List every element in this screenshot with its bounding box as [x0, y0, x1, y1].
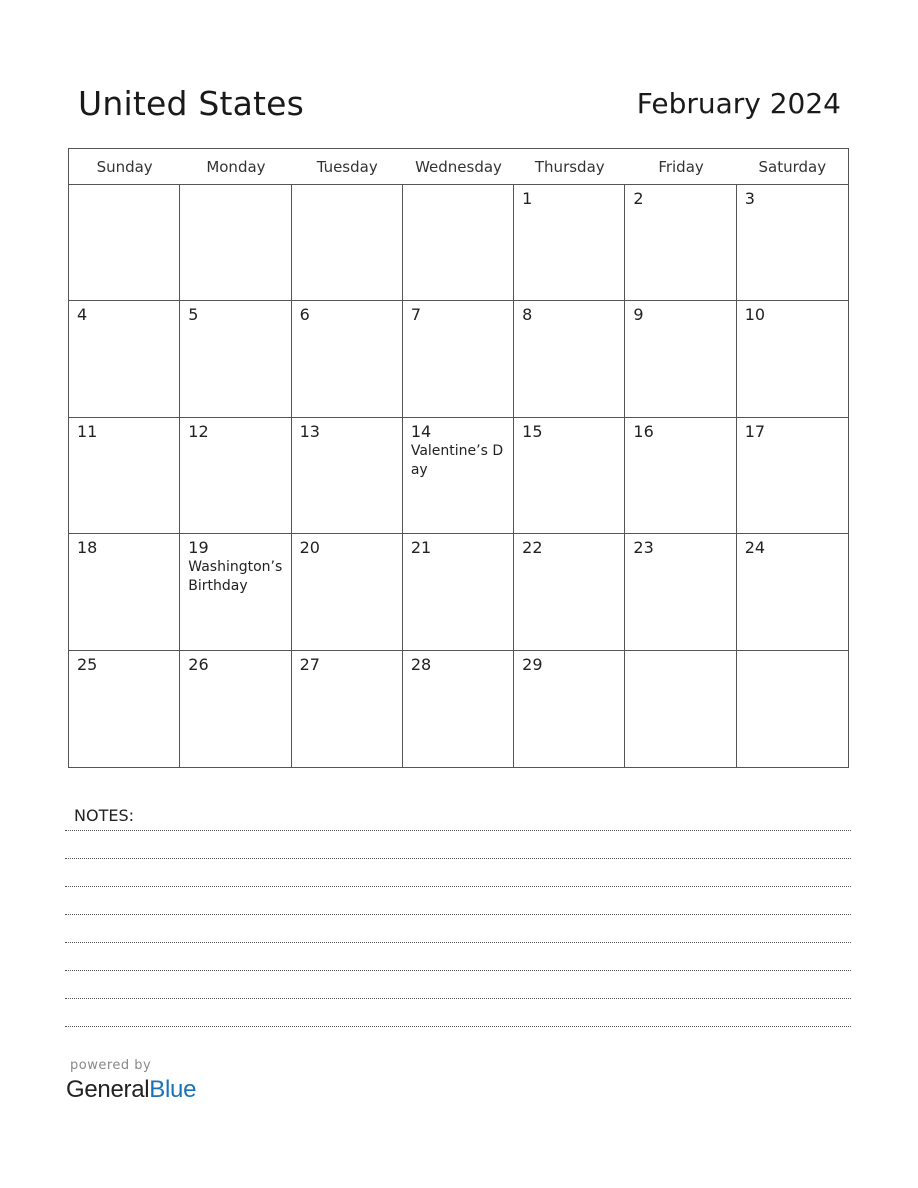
day-cell — [292, 185, 403, 301]
logo-blue-text: Blue — [149, 1076, 197, 1103]
day-number: 24 — [744, 538, 766, 558]
powered-by-text: powered by — [70, 1058, 152, 1073]
day-number: 29 — [522, 654, 543, 674]
day-number: 18 — [77, 538, 98, 558]
day-cell — [625, 185, 736, 301]
day-number: 13 — [299, 421, 320, 441]
weekday-wednesday: Wednesday — [415, 158, 502, 176]
day-cell — [737, 418, 848, 534]
day-cell — [180, 651, 291, 767]
note-line — [65, 914, 851, 915]
note-line — [65, 830, 851, 831]
day-grid — [69, 185, 848, 767]
day-number: 7 — [410, 305, 422, 325]
day-number: 15 — [522, 421, 543, 441]
day-number: 8 — [522, 305, 533, 325]
day-cell — [180, 185, 291, 301]
day-cell — [180, 418, 291, 534]
country-title: United States — [78, 84, 305, 123]
day-number: 14 — [410, 421, 432, 441]
day-cell — [292, 534, 403, 650]
day-cell — [69, 301, 180, 417]
day-number: 20 — [299, 538, 320, 558]
day-cell — [514, 301, 625, 417]
day-cell — [69, 534, 180, 650]
day-cell — [737, 301, 848, 417]
generalblue-logo[interactable] — [66, 1075, 196, 1105]
day-cell — [292, 301, 403, 417]
weekday-saturday: Saturday — [758, 158, 827, 176]
day-number: 2 — [633, 189, 644, 208]
calendar-grid — [68, 148, 849, 768]
day-number: 10 — [744, 305, 766, 325]
day-cell — [625, 418, 736, 534]
day-cell — [625, 301, 736, 417]
day-number: 11 — [77, 421, 98, 441]
day-number: 17 — [744, 421, 766, 441]
day-cell — [625, 651, 736, 767]
day-cell — [403, 651, 514, 767]
day-number: 21 — [410, 538, 432, 558]
day-cell — [69, 651, 180, 767]
day-number: 19 — [188, 538, 209, 558]
holiday-label: Washington’s Birthday — [188, 559, 283, 595]
holiday-label: Valentine’s Day — [410, 442, 504, 478]
day-cell — [403, 185, 514, 301]
day-cell — [403, 418, 514, 534]
weekday-tuesday: Tuesday — [316, 158, 378, 176]
day-number: 28 — [410, 654, 432, 674]
day-number: 1 — [522, 189, 533, 208]
day-number: 12 — [188, 421, 209, 441]
day-number: 3 — [744, 189, 755, 208]
day-cell — [514, 185, 625, 301]
month-title: February 2024 — [636, 87, 841, 120]
day-cell — [403, 534, 514, 650]
note-line — [65, 998, 851, 999]
day-cell — [514, 651, 625, 767]
day-cell — [69, 185, 180, 301]
day-cell — [403, 301, 514, 417]
day-number: 5 — [188, 305, 199, 325]
day-number: 27 — [299, 654, 320, 674]
day-cell — [737, 534, 848, 650]
note-line — [65, 886, 851, 887]
weekday-sunday: Sunday — [96, 158, 153, 176]
day-cell — [514, 418, 625, 534]
day-number: 4 — [77, 305, 88, 325]
note-line — [65, 858, 851, 859]
weekday-thursday: Thursday — [534, 158, 605, 176]
day-number: 22 — [522, 538, 543, 558]
note-line — [65, 1026, 851, 1027]
day-cell — [180, 534, 291, 650]
day-cell — [514, 534, 625, 650]
day-number: 16 — [633, 421, 654, 441]
day-cell — [292, 651, 403, 767]
day-cell — [69, 418, 180, 534]
note-line — [65, 942, 851, 943]
day-number: 23 — [633, 538, 654, 558]
day-cell — [292, 418, 403, 534]
notes-label: NOTES: — [74, 806, 134, 825]
weekday-friday: Friday — [658, 158, 704, 176]
day-cell — [180, 301, 291, 417]
day-cell — [737, 185, 848, 301]
day-number: 6 — [299, 305, 310, 325]
day-number: 26 — [188, 654, 209, 674]
note-line — [65, 970, 851, 971]
logo-general-text: General — [66, 1076, 150, 1103]
weekday-monday: Monday — [206, 158, 266, 176]
day-number: 25 — [77, 654, 98, 674]
day-number: 9 — [633, 305, 644, 325]
day-cell — [625, 534, 736, 650]
weekday-header-row — [69, 149, 848, 185]
day-cell — [737, 651, 848, 767]
